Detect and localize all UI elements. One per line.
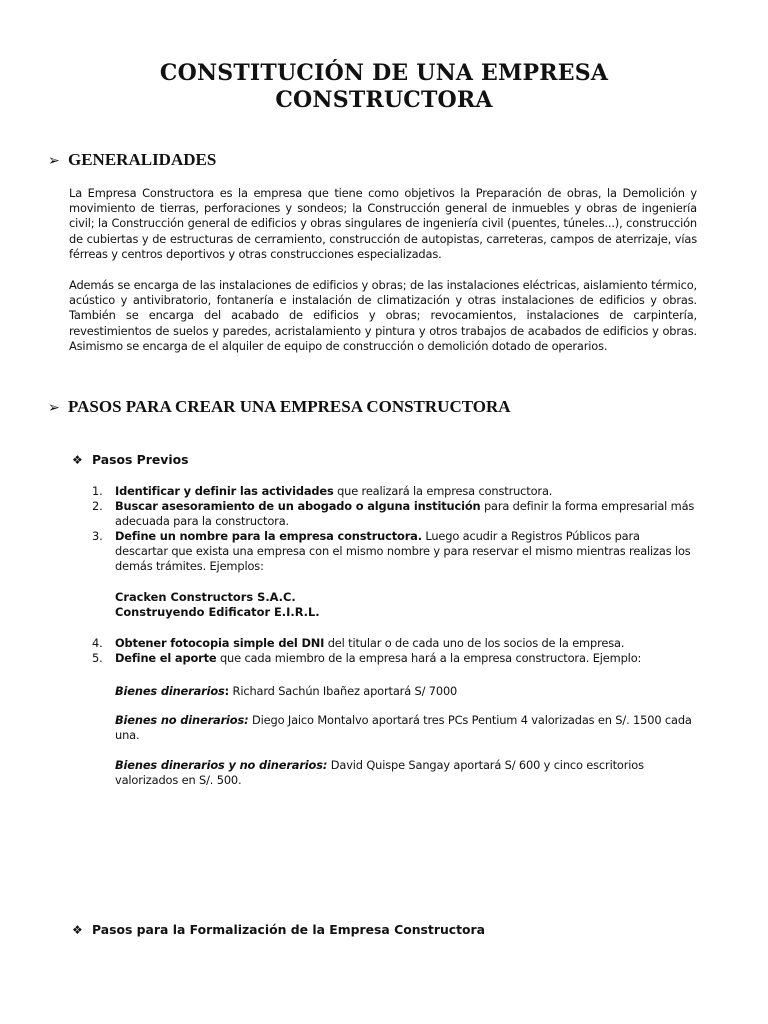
aporte-text: David Quispe Sangay aportará S/ 600 y cinco escritorios valorizados en S/. 500.: [115, 758, 644, 787]
subsection-heading-pasos-previos: [72, 452, 189, 468]
step-bold-text: Obtener fotocopia simple del DNI: [115, 636, 325, 650]
arrow-bullet-icon: ➢: [48, 153, 60, 169]
step-number: 3.: [92, 529, 103, 543]
step-bold-text: Define el aporte: [115, 651, 217, 665]
subsection-heading-text: Pasos Previos: [92, 452, 189, 467]
name-examples: [115, 590, 320, 620]
list-item: [0, 651, 695, 666]
aporte-label: Bienes dinerarios y no dinerarios:: [115, 758, 328, 772]
title-line-2: CONSTRUCTORA: [275, 87, 493, 113]
step-number: 5.: [92, 651, 103, 665]
step-text: para definir la forma empresarial más adecuada para la constructora.: [115, 499, 695, 528]
section-heading-text: PASOS PARA CREAR UNA EMPRESA CONSTRUCTORA: [68, 397, 511, 416]
step-number: 1.: [92, 484, 103, 498]
step-bold-text: Identificar y definir las actividades: [115, 484, 334, 498]
list-item: [0, 499, 695, 529]
aporte-text: Diego Jaico Montalvo aportará tres PCs Pentium 4 valorizadas en S/. 1500 cada una.: [115, 713, 692, 742]
aporte-colon: :: [224, 684, 230, 698]
list-item: [0, 484, 695, 499]
title-line-1: CONSTITUCIÓN DE UNA EMPRESA: [159, 60, 609, 86]
generalidades-paragraph-2: Además se encarga de las instalaciones de edificios y obras; de las instalaciones eléctricas, aislamiento térmico, acústico y antivibratorio, fontanería e instalación de climatización y otras instalaciones de edificios y obras. También se encarga del acabado de edificios y obras; revocamientos, instalaciones de carpintería, revestimientos de suelos y paredes, acristalamiento y pintura y otros trabajos de acabados de edificios y obras. Asimismo se encarga de el alquiler de equipo de construcción o demolición dotado de operarios.: [69, 278, 697, 353]
section-heading-pasos: [48, 397, 511, 418]
subsection-heading-formalizacion: [72, 922, 485, 938]
aporte-text: Richard Sachún Ibañez aportará S/ 7000: [229, 684, 458, 698]
example-name: Cracken Constructors S.A.C.: [115, 590, 296, 604]
section-heading-generalidades: [48, 150, 216, 171]
step-text: Luego acudir a Registros Públicos para descartar que exista una empresa con el mismo nombre y para reservar el mismo mientras realizas los demás trámites. Ejemplos:: [115, 529, 691, 573]
arrow-bullet-icon: ➢: [48, 400, 60, 416]
steps-list-continued: [0, 636, 695, 666]
aporte-example: [115, 758, 695, 788]
list-item: [0, 529, 695, 574]
step-text: que realizará la empresa constructora.: [333, 484, 553, 498]
diamond-bullet-icon: ❖: [72, 923, 83, 937]
step-bold-text: Define un nombre para la empresa constructora.: [115, 529, 422, 543]
step-text: del titular o de cada uno de los socios de la empresa.: [324, 636, 625, 650]
aporte-label: Bienes dinerarios: [115, 684, 225, 698]
example-name: Construyendo Edificator E.I.R.L.: [115, 605, 320, 619]
section-heading-text: GENERALIDADES: [68, 150, 217, 169]
step-number: 4.: [92, 636, 103, 650]
step-bold-text: Buscar asesoramiento de un abogado o alguna institución: [115, 499, 481, 513]
generalidades-paragraph-1: La Empresa Constructora es la empresa que tiene como objetivos la Preparación de obras, la Demolición y movimiento de tierras, perforaciones y sondeos; la Construcción general de inmuebles y obras de ingeniería civil; la Construcción general de edificios y obras singulares de ingeniería civil (puentes, túneles...), construcción de cubiertas y de estructuras de cerramiento, construcción de autopistas, carreteras, campos de aterrizaje, vías férreas y centros deportivos y otras construcciones especializadas.: [69, 186, 697, 261]
aporte-label: Bienes no dinerarios:: [115, 713, 249, 727]
diamond-bullet-icon: ❖: [72, 453, 83, 467]
step-number: 2.: [92, 499, 103, 513]
steps-list: [0, 484, 695, 574]
list-item: [0, 636, 695, 651]
page-title: [0, 60, 768, 114]
step-text: que cada miembro de la empresa hará a la empresa constructora. Ejemplo:: [216, 651, 642, 665]
subsection-heading-text: Pasos para la Formalización de la Empresa Constructora: [92, 922, 486, 937]
aporte-example: [115, 684, 695, 699]
aporte-example: [115, 713, 695, 743]
